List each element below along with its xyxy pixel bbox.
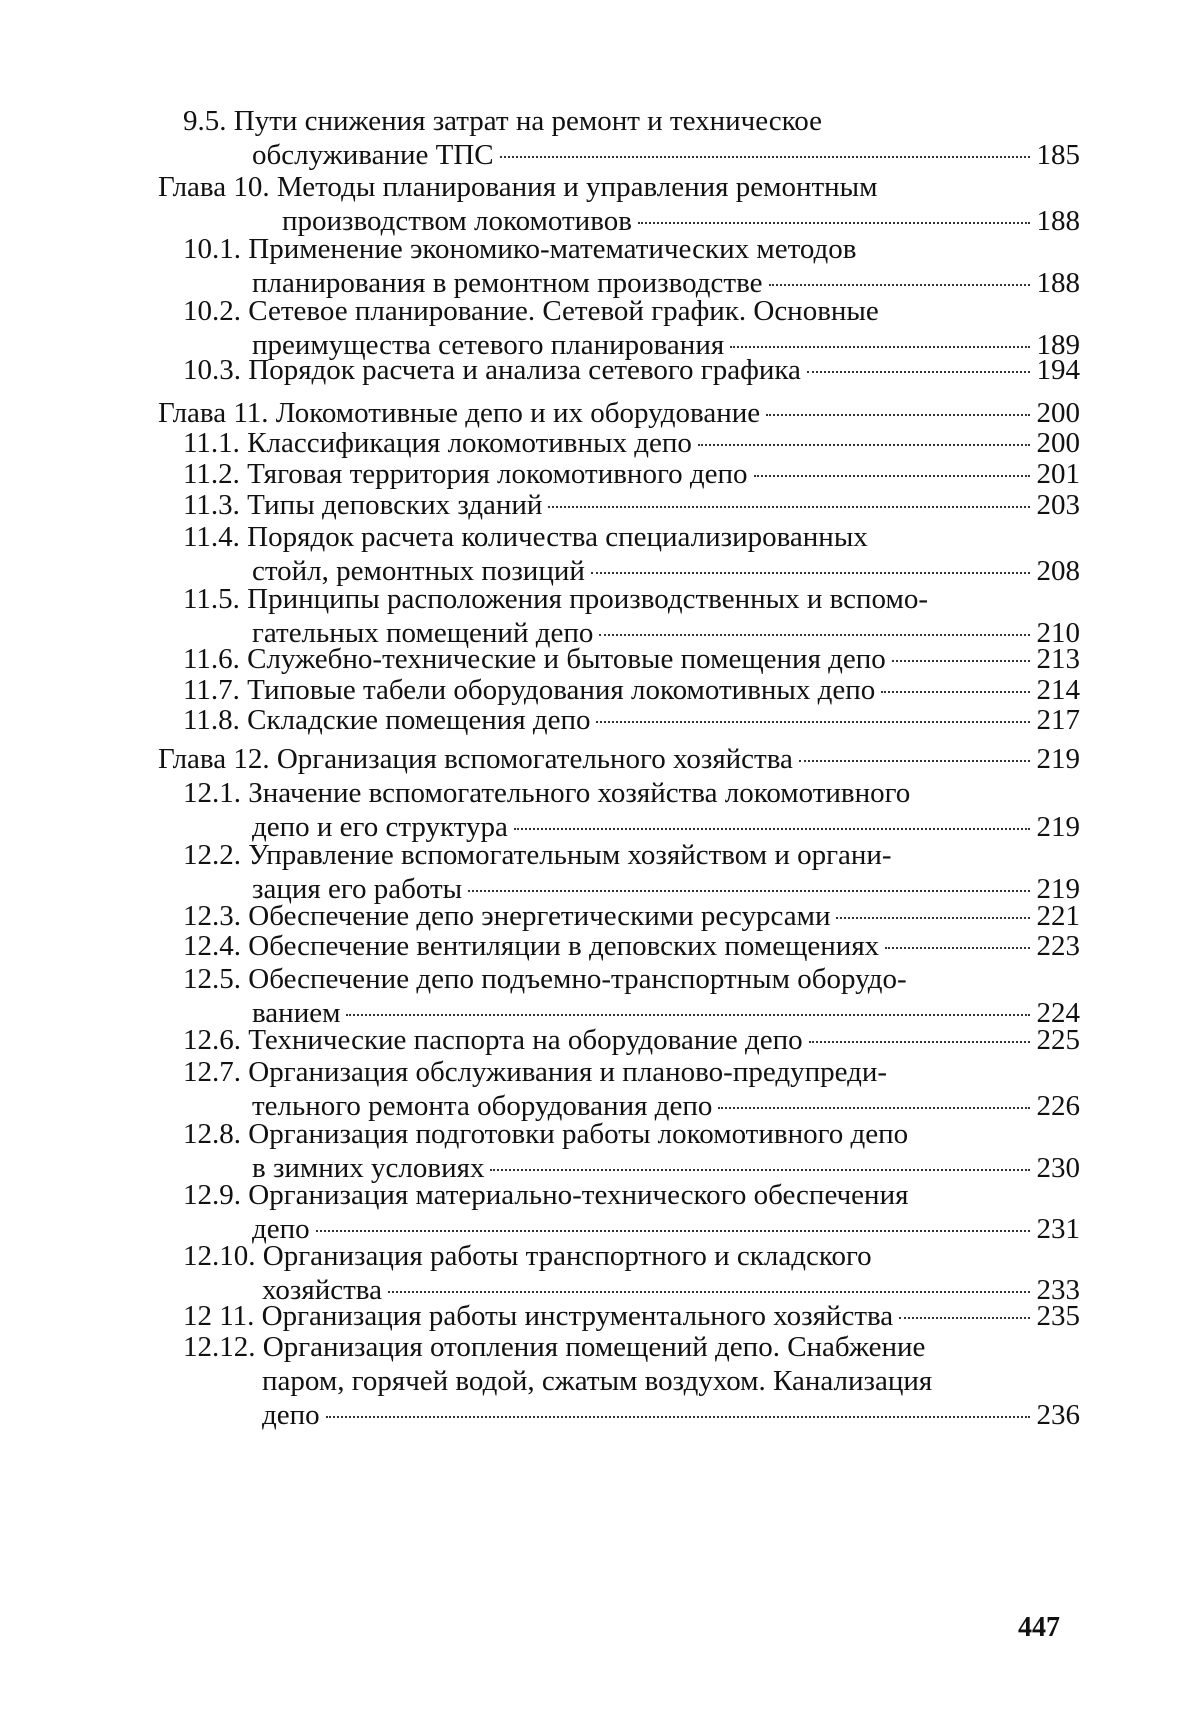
dot-leader — [388, 1291, 1030, 1293]
dot-leader — [881, 691, 1030, 693]
dot-leader — [346, 1014, 1030, 1016]
toc-entry-title: 12.1. Значение вспомогательного хозяйства локомотивного — [183, 777, 911, 809]
toc-entry-title: депо — [262, 1399, 320, 1431]
dot-leader — [596, 721, 1030, 723]
toc-entry-title: 11.8. Складские помещения депо — [183, 704, 591, 736]
toc-entry[interactable] — [0, 232, 1200, 300]
toc-entry-title: 12.8. Организация подготовки работы локомотивного депо — [183, 1118, 909, 1150]
toc-entry[interactable] — [0, 1178, 1200, 1246]
dot-leader — [754, 475, 1030, 477]
toc-page-number: 185 — [1036, 139, 1080, 171]
toc-entry[interactable] — [0, 838, 1200, 906]
toc-entry-title: 12.9. Организация материально-технического обеспечения — [183, 1179, 909, 1211]
toc-entry-title: Глава 11. Локомотивные депо и их оборудование — [158, 397, 761, 429]
toc-entry[interactable] — [0, 899, 1200, 933]
toc-entry-title: Глава 12. Организация вспомогательного хозяйства — [158, 743, 793, 775]
toc-entry[interactable] — [0, 488, 1200, 522]
dot-leader — [718, 1107, 1030, 1109]
toc-entry[interactable] — [0, 776, 1200, 844]
toc-page-number: 188 — [1036, 205, 1080, 237]
toc-page-number: 194 — [1036, 354, 1080, 386]
toc-entry-title: 12.7. Организация обслуживания и планово-предупреди- — [183, 1056, 888, 1088]
dot-leader — [500, 156, 1030, 158]
toc-entry-title: хозяйства — [262, 1274, 382, 1306]
toc-entry-title: депо и его структура — [252, 811, 508, 843]
toc-entry-title: паром, горячей водой, сжатым воздухом. Канализация — [262, 1365, 933, 1397]
toc-entry[interactable] — [0, 426, 1200, 460]
toc-entry[interactable] — [0, 1023, 1200, 1057]
toc-entry-title: в зимних условиях — [252, 1152, 485, 1184]
toc-page-number: 236 — [1036, 1399, 1080, 1431]
toc-entry-title: 10.1. Применение экономико-математических методов — [183, 233, 857, 265]
toc-page-number: 214 — [1036, 674, 1080, 706]
toc-page-number: 231 — [1036, 1213, 1080, 1245]
toc-entry[interactable] — [0, 582, 1200, 650]
toc-page-number: 201 — [1036, 458, 1080, 490]
toc-entry-title: ванием — [252, 997, 341, 1029]
toc-page-number: 203 — [1036, 489, 1080, 521]
toc-entry[interactable] — [0, 520, 1200, 588]
toc-entry-title: 12.5. Обеспечение депо подъемно-транспортным оборудо- — [183, 963, 907, 995]
dot-leader — [599, 634, 1030, 636]
dot-leader — [514, 828, 1030, 830]
dot-leader — [892, 660, 1030, 662]
toc-entry-title: 12.3. Обеспечение депо энергетическими ресурсами — [183, 900, 831, 932]
page-number: 447 — [1018, 1612, 1060, 1643]
dot-leader — [698, 444, 1030, 446]
toc-page-number: 235 — [1036, 1300, 1080, 1332]
toc-entry-title: 12.2. Управление вспомогательным хозяйством и органи- — [183, 839, 892, 871]
toc-entry-title: 11.4. Порядок расчета количества специализированных — [183, 521, 868, 553]
dot-leader — [468, 890, 1030, 892]
toc-entry-title: 11.6. Служебно-технические и бытовые помещения депо — [183, 643, 886, 675]
toc-page-number: 226 — [1036, 1090, 1080, 1122]
toc-entry-title: 12.4. Обеспечение вентиляции в деповских помещениях — [183, 930, 880, 962]
toc-entry[interactable] — [0, 1239, 1200, 1307]
toc-entry[interactable] — [0, 294, 1200, 362]
toc-page-number: 189 — [1036, 329, 1080, 361]
dot-leader — [490, 1169, 1030, 1171]
toc-entry-title: преимущества сетевого планирования — [252, 329, 725, 361]
toc-page-number: 223 — [1036, 930, 1080, 962]
toc-entry[interactable] — [0, 962, 1200, 1030]
toc-entry[interactable] — [0, 742, 1200, 776]
toc-page-number: 213 — [1036, 643, 1080, 675]
toc-page-number: 221 — [1036, 900, 1080, 932]
toc-page-number: 224 — [1036, 997, 1080, 1029]
toc-entry[interactable] — [0, 1117, 1200, 1185]
toc-page-number: 188 — [1036, 267, 1080, 299]
dot-leader — [809, 1041, 1030, 1043]
toc-entry[interactable] — [0, 673, 1200, 707]
dot-leader — [769, 284, 1031, 286]
toc-entry[interactable] — [0, 1055, 1200, 1123]
toc-entry-title: гательных помещений депо — [252, 617, 594, 649]
toc-entry-title: 11.1. Классификация локомотивных депо — [183, 427, 692, 459]
toc-page-number: 208 — [1036, 555, 1080, 587]
dot-leader — [885, 947, 1030, 949]
toc-entry-title: 11.3. Типы деповских зданий — [183, 489, 543, 521]
toc-entry-title: зация его работы — [252, 873, 463, 905]
toc-entry-title: тельного ремонта оборудования депо — [252, 1090, 713, 1122]
toc-entry[interactable] — [0, 1330, 1200, 1432]
toc-entry-title: обслуживание ТПС — [252, 139, 494, 171]
toc-entry-title: 11.2. Тяговая территория локомотивного депо — [183, 458, 748, 490]
toc-entry[interactable] — [0, 642, 1200, 676]
dot-leader — [316, 1230, 1030, 1232]
toc-page-number: 200 — [1036, 427, 1080, 459]
toc-entry-title: 11.7. Типовые табели оборудования локомотивных депо — [183, 674, 876, 706]
toc-page-number: 225 — [1036, 1024, 1080, 1056]
toc-entry-title: депо — [252, 1213, 310, 1245]
toc-entry[interactable] — [0, 396, 1200, 430]
dot-leader — [807, 371, 1030, 373]
dot-leader — [836, 917, 1030, 919]
dot-leader — [766, 414, 1030, 416]
toc-entry-title: 10.2. Сетевое планирование. Сетевой график. Основные — [183, 295, 879, 327]
toc-entry[interactable] — [0, 457, 1200, 491]
toc-entry-title: 12 11. Организация работы инструментального хозяйства — [183, 1300, 894, 1332]
dot-leader — [326, 1416, 1030, 1418]
dot-leader — [730, 346, 1030, 348]
toc-entry-title: планирования в ремонтном производстве — [252, 267, 763, 299]
toc-entry[interactable] — [0, 353, 1200, 387]
toc-entry-title: производством локомотивов — [282, 205, 632, 237]
toc-entry[interactable] — [0, 104, 1200, 172]
toc-page-number: 219 — [1036, 743, 1080, 775]
toc-entry-title: стойл, ремонтных позиций — [252, 555, 585, 587]
toc-entry-title: 9.5. Пути снижения затрат на ремонт и техническое — [183, 105, 823, 137]
dot-leader — [899, 1317, 1030, 1319]
toc-entry[interactable] — [0, 929, 1200, 963]
dot-leader — [548, 506, 1030, 508]
toc-page-number: 200 — [1036, 397, 1080, 429]
toc-page-number: 230 — [1036, 1152, 1080, 1184]
toc-entry-title: Глава 10. Методы планирования и управления ремонтным — [158, 171, 878, 203]
toc-page-number: 210 — [1036, 617, 1080, 649]
toc-entry-title: 10.3. Порядок расчета и анализа сетевого графика — [183, 354, 801, 386]
toc-page-number: 219 — [1036, 873, 1080, 905]
toc-page-number: 219 — [1036, 811, 1080, 843]
toc-entry[interactable] — [0, 703, 1200, 737]
toc-entry-title: 12.12. Организация отопления помещений депо. Снабжение — [183, 1331, 926, 1363]
toc-entry-title: 11.5. Принципы расположения производственных и вспомо- — [183, 583, 928, 615]
toc-page-number: 217 — [1036, 704, 1080, 736]
dot-leader — [799, 760, 1030, 762]
dot-leader — [591, 572, 1030, 574]
dot-leader — [638, 222, 1030, 224]
toc-entry-title: 12.10. Организация работы транспортного и складского — [183, 1240, 872, 1272]
toc-entry[interactable] — [0, 1299, 1200, 1333]
toc-entry[interactable] — [0, 170, 1200, 238]
toc-entry-title: 12.6. Технические паспорта на оборудование депо — [183, 1024, 803, 1056]
toc-page-number: 233 — [1036, 1274, 1080, 1306]
